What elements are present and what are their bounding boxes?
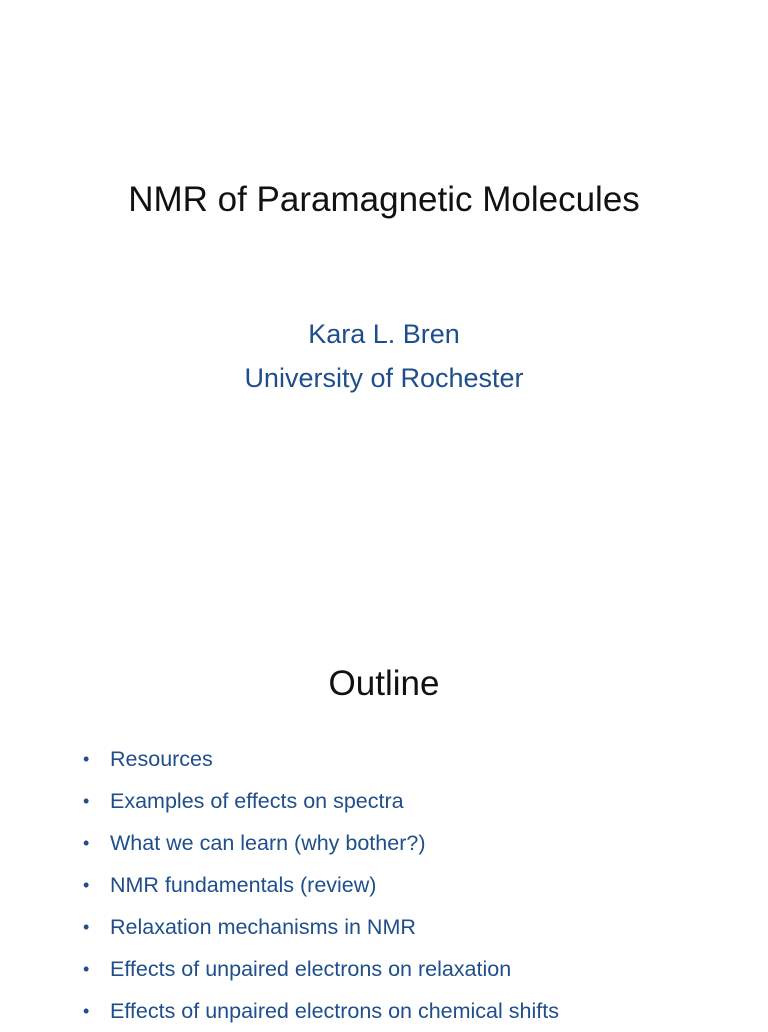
bullet-icon: • <box>83 791 90 811</box>
author-block <box>0 312 768 400</box>
outline-item-text: NMR fundamentals (review) <box>110 873 377 897</box>
outline-item <box>80 738 559 780</box>
outline-item <box>80 906 559 948</box>
outline-item <box>80 948 559 990</box>
bullet-icon: • <box>83 833 90 853</box>
outline-item <box>80 864 559 906</box>
bullet-icon: • <box>83 1001 90 1021</box>
author-affiliation: University of Rochester <box>244 363 524 393</box>
outline-item-text: Effects of unpaired electrons on relaxation <box>110 957 512 981</box>
outline-item-text: What we can learn (why bother?) <box>110 831 426 855</box>
author-name: Kara L. Bren <box>308 319 460 349</box>
outline-item <box>80 780 559 822</box>
outline-item-text: Resources <box>110 747 213 771</box>
outline-item-text: Effects of unpaired electrons on chemical shifts <box>110 999 559 1023</box>
slide-title: NMR of Paramagnetic Molecules <box>128 180 640 219</box>
bullet-icon: • <box>83 749 90 769</box>
outline-item <box>80 990 559 1032</box>
bullet-icon: • <box>83 875 90 895</box>
outline-title: Outline <box>328 664 440 703</box>
outline-item <box>80 822 559 864</box>
outline-item-text: Examples of effects on spectra <box>110 789 404 813</box>
bullet-icon: • <box>83 959 90 979</box>
outline-item-text: Relaxation mechanisms in NMR <box>110 915 416 939</box>
bullet-icon: • <box>83 917 90 937</box>
outline-list <box>80 738 559 1032</box>
